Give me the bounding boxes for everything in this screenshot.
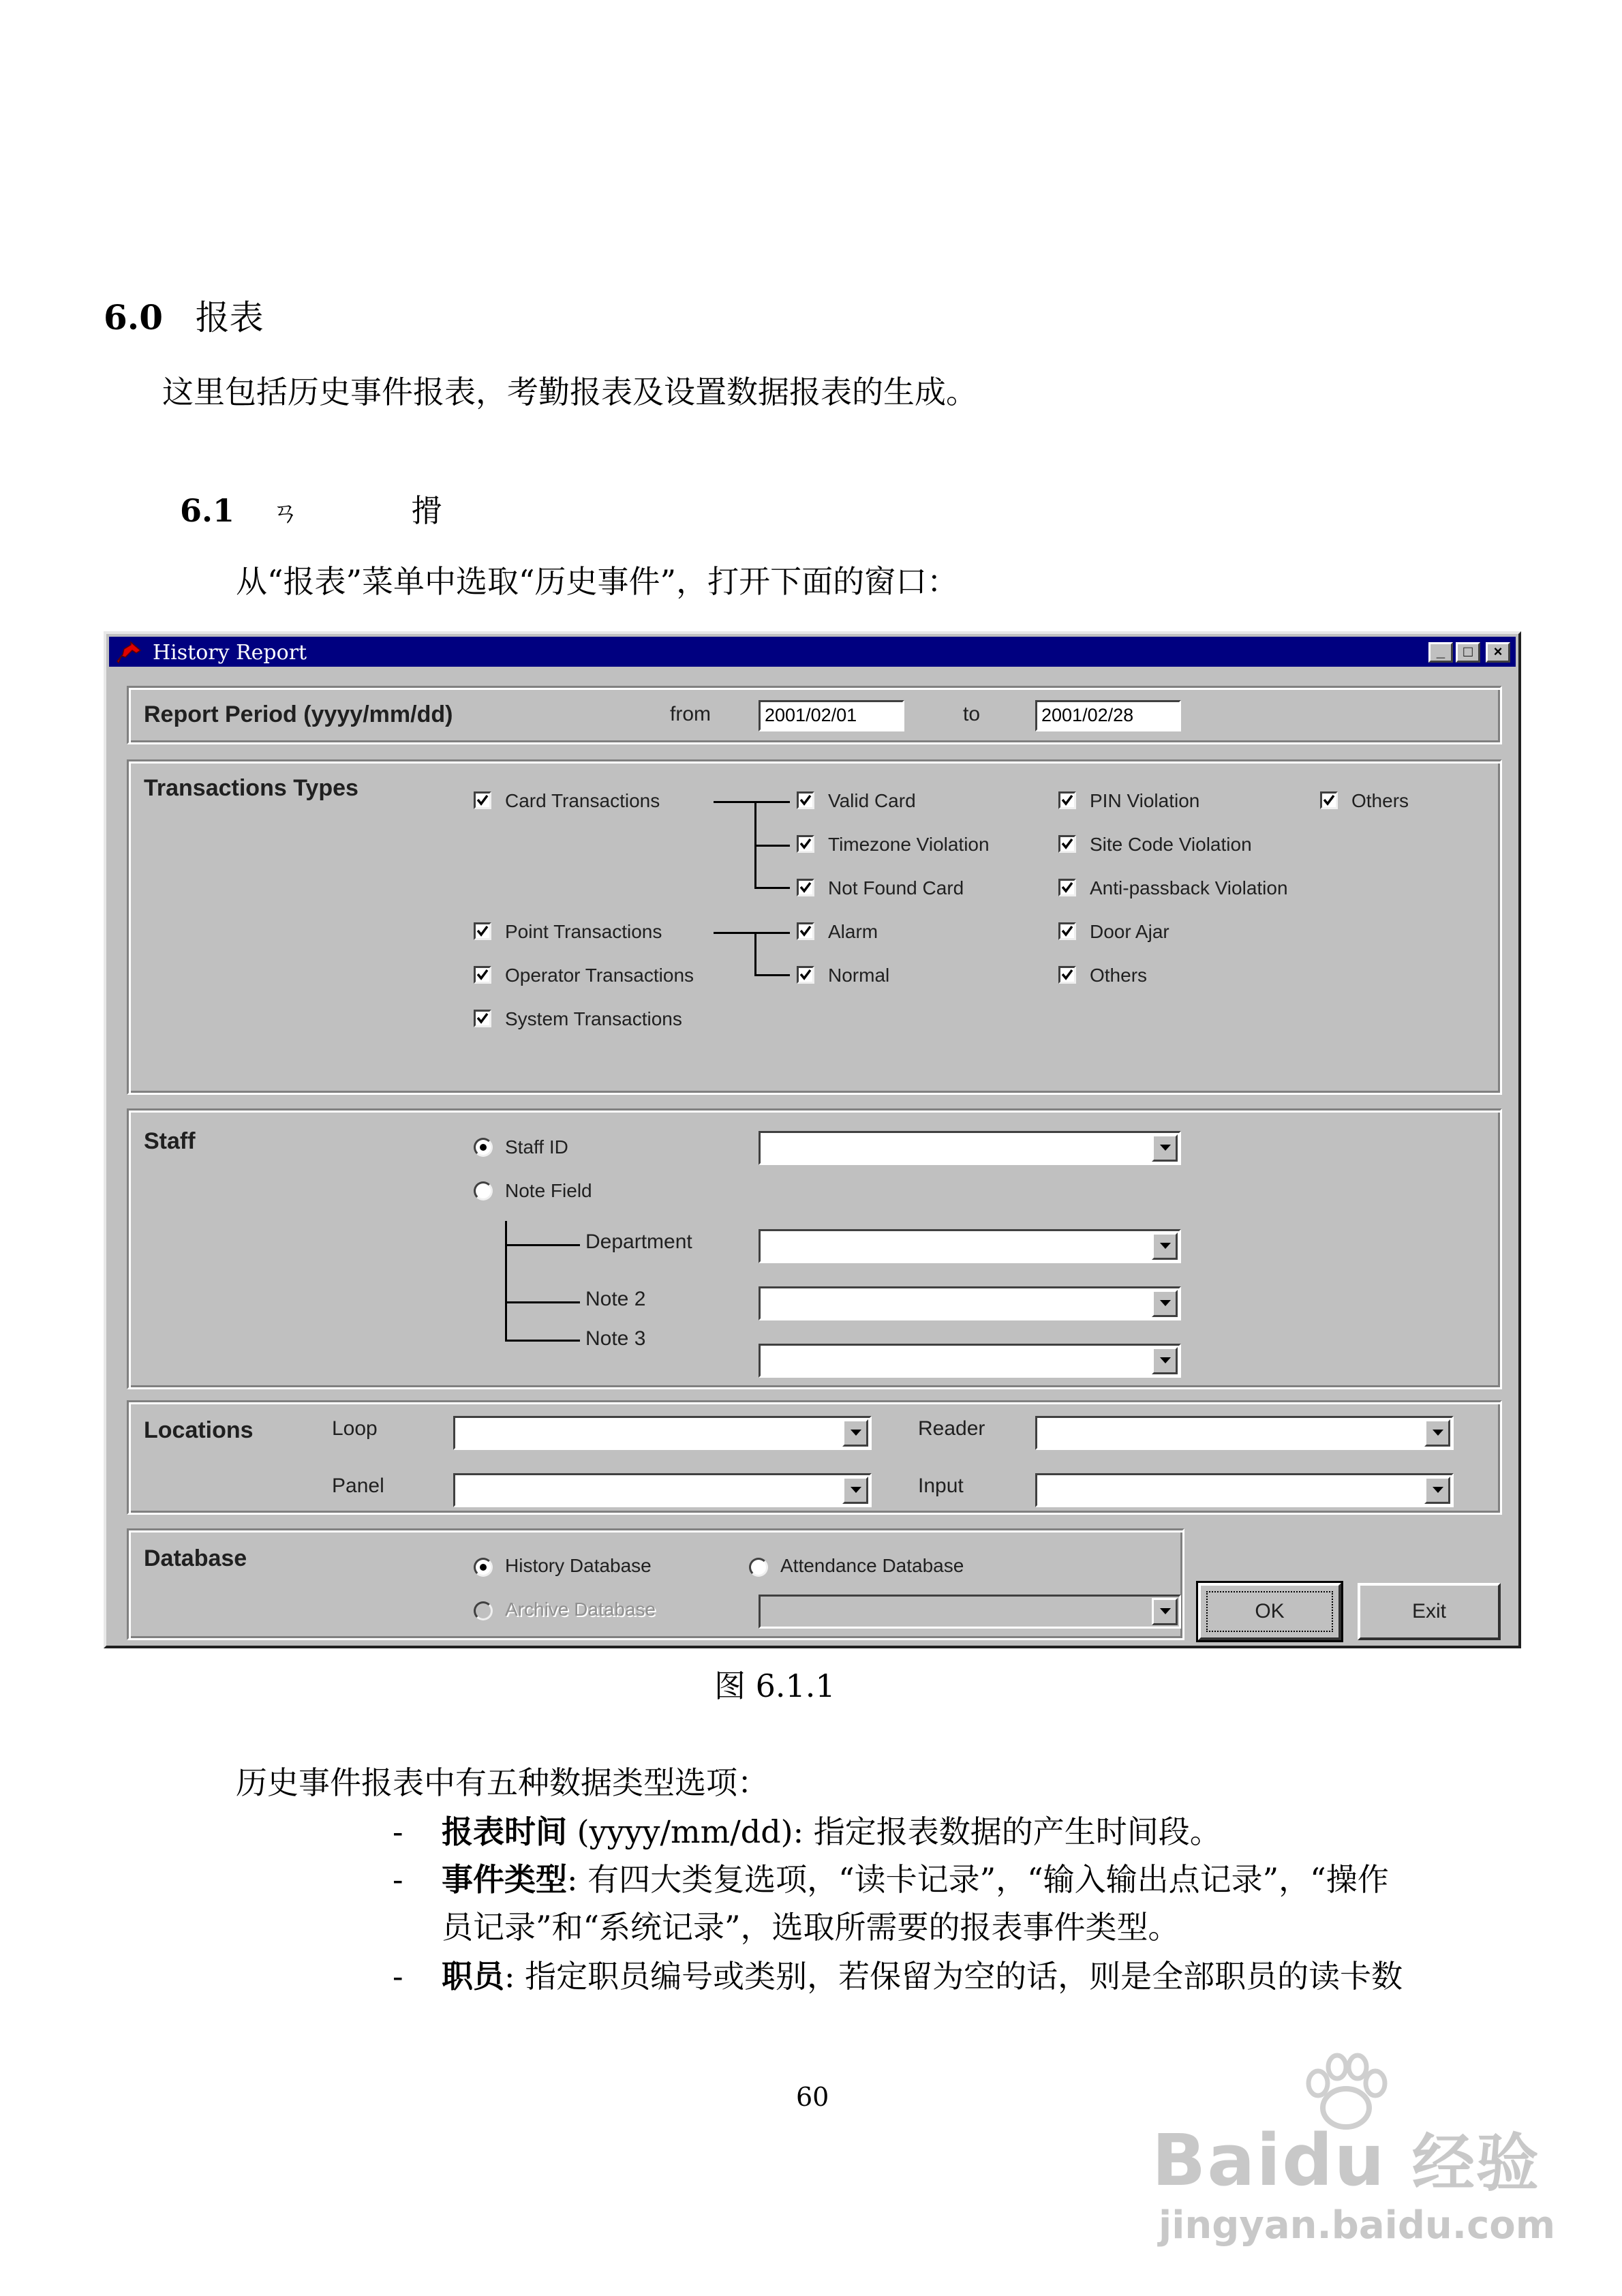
- input-combo[interactable]: [1035, 1473, 1454, 1507]
- valid-card-checkbox[interactable]: [797, 791, 814, 809]
- from-date-input[interactable]: 2001/02/01: [759, 700, 904, 731]
- archive-database-combo[interactable]: [759, 1595, 1181, 1629]
- alarm-label: Alarm: [828, 921, 878, 942]
- locations-group: [127, 1400, 1502, 1515]
- minimize-button[interactable]: _: [1428, 642, 1453, 663]
- point-transactions-checkbox[interactable]: [474, 922, 491, 940]
- subsection-heading: [180, 492, 442, 530]
- maximize-button[interactable]: □: [1456, 642, 1480, 663]
- tree-connector: [714, 801, 790, 803]
- tree-connector: [714, 932, 790, 934]
- reader-label: Reader: [918, 1417, 985, 1440]
- tree-connector: [505, 1340, 580, 1342]
- locations-label: Locations: [144, 1417, 254, 1443]
- section-number: 6.0: [104, 297, 163, 337]
- window-title: History Report: [153, 641, 307, 665]
- title-bar[interactable]: [109, 637, 1516, 667]
- exit-button-label: Exit: [1411, 1600, 1446, 1622]
- card-others-label: Others: [1351, 790, 1409, 811]
- checkmark-icon: [1060, 837, 1074, 851]
- site-code-violation-label: Site Code Violation: [1090, 834, 1252, 855]
- checkmark-icon: [1322, 794, 1336, 807]
- figure-caption: 图 6.1.1: [714, 1667, 836, 1704]
- input-label: Input: [918, 1475, 964, 1497]
- checkmark-icon: [1060, 794, 1074, 807]
- from-label: from: [670, 703, 711, 725]
- checkmark-icon: [476, 924, 489, 938]
- bullet-dash-1: -: [393, 1813, 403, 1850]
- system-transactions-checkbox[interactable]: [474, 1010, 491, 1027]
- dropdown-arrow-icon[interactable]: [842, 1419, 868, 1447]
- tree-connector: [505, 1301, 580, 1303]
- bullet-item-1: [442, 1813, 1221, 1851]
- point-others-checkbox[interactable]: [1058, 966, 1076, 984]
- staff-id-combo[interactable]: [759, 1131, 1181, 1165]
- attendance-database-radio[interactable]: [749, 1558, 768, 1577]
- close-button[interactable]: ×: [1486, 642, 1510, 663]
- valid-card-label: Valid Card: [828, 790, 916, 811]
- bullet-text: : 指定职员编号或类别，若保留为空的话，则是全部职员的读卡数: [504, 1958, 1403, 1995]
- archive-database-radio[interactable]: [474, 1601, 493, 1620]
- bullet-dash-2: -: [393, 1861, 403, 1898]
- dropdown-arrow-icon[interactable]: [1152, 1134, 1178, 1162]
- system-transactions-label: System Transactions: [505, 1008, 682, 1029]
- summary-paragraph: 历史事件报表中有五种数据类型选项：: [236, 1764, 769, 1801]
- history-report-window: [104, 631, 1521, 1648]
- tree-connector: [754, 974, 790, 976]
- checkmark-icon: [799, 924, 812, 938]
- site-code-violation-checkbox[interactable]: [1058, 835, 1076, 853]
- staff-group: [127, 1108, 1502, 1389]
- bullet-dash-3: -: [393, 1958, 403, 1995]
- watermark-url: jingyan.baidu.com: [1159, 2203, 1556, 2248]
- tree-connector: [754, 845, 790, 847]
- reader-combo[interactable]: [1035, 1416, 1454, 1450]
- checkmark-icon: [799, 837, 812, 851]
- transactions-types-group: [127, 759, 1502, 1095]
- dropdown-arrow-icon[interactable]: [1424, 1419, 1450, 1447]
- note-field-label: Note Field: [505, 1180, 592, 1201]
- focus-rect: [1206, 1591, 1333, 1632]
- staff-id-label: Staff ID: [505, 1136, 568, 1158]
- bullet-term: 职员: [442, 1958, 504, 1995]
- checkmark-icon: [799, 794, 812, 807]
- checkmark-icon: [476, 794, 489, 807]
- dropdown-arrow-icon[interactable]: [1152, 1290, 1178, 1317]
- dropdown-arrow-icon[interactable]: [1424, 1477, 1450, 1504]
- note3-combo[interactable]: [759, 1344, 1181, 1378]
- normal-checkbox[interactable]: [797, 966, 814, 984]
- page-number: 60: [796, 2082, 829, 2112]
- checkmark-icon: [799, 881, 812, 894]
- report-period-label: Report Period (yyyy/mm/dd): [144, 701, 453, 727]
- tree-connector: [754, 887, 790, 889]
- archive-database-label: Archive Database: [505, 1599, 656, 1620]
- dropdown-arrow-icon[interactable]: [842, 1477, 868, 1504]
- pin-violation-checkbox[interactable]: [1058, 791, 1076, 809]
- ok-button[interactable]: [1198, 1583, 1341, 1640]
- bullet-item-2-continued: 员记录”和“系统记录”，选取所需要的报表事件类型。: [442, 1909, 1180, 1946]
- bullet-item-3: [442, 1958, 1403, 1995]
- checkmark-icon: [1060, 924, 1074, 938]
- checkmark-icon: [799, 968, 812, 982]
- panel-combo[interactable]: [453, 1473, 872, 1507]
- pushpin-app-icon: [116, 641, 143, 664]
- loop-label: Loop: [332, 1417, 378, 1440]
- database-group: [127, 1528, 1184, 1640]
- note3-label: Note 3: [585, 1327, 646, 1350]
- note-field-radio[interactable]: [474, 1181, 493, 1200]
- pin-violation-label: PIN Violation: [1090, 790, 1200, 811]
- history-database-radio[interactable]: [474, 1558, 493, 1577]
- history-database-label: History Database: [505, 1555, 652, 1576]
- subsection-number: 6.1: [180, 492, 235, 529]
- subsection-glyph-2: 搰: [411, 492, 443, 529]
- subsection-glyph-1: ㄢ: [271, 497, 299, 528]
- point-transactions-label: Point Transactions: [505, 921, 662, 942]
- normal-label: Normal: [828, 965, 890, 986]
- bullet-term: 报表时间: [442, 1813, 567, 1850]
- staff-id-radio[interactable]: [474, 1138, 493, 1157]
- loop-combo[interactable]: [453, 1416, 872, 1450]
- timezone-violation-label: Timezone Violation: [828, 834, 990, 855]
- report-period-group: [127, 686, 1502, 744]
- transactions-types-label: Transactions Types: [144, 775, 358, 801]
- not-found-card-label: Not Found Card: [828, 877, 964, 898]
- bullet-text: : 有四大类复选项，“读卡记录”，“输入输出点记录”，“操作: [567, 1861, 1389, 1898]
- checkmark-icon: [1060, 968, 1074, 982]
- to-date-input[interactable]: 2001/02/28: [1035, 700, 1181, 731]
- intro-paragraph: 这里包括历史事件报表，考勤报表及设置数据报表的生成。: [162, 374, 977, 410]
- watermark-brand: [1152, 2113, 1540, 2203]
- exit-button[interactable]: [1358, 1583, 1501, 1640]
- note2-label: Note 2: [585, 1288, 646, 1310]
- bullet-term: 事件类型: [442, 1861, 567, 1898]
- staff-label: Staff: [144, 1128, 196, 1154]
- department-label: Department: [585, 1230, 692, 1253]
- checkmark-icon: [476, 1012, 489, 1025]
- door-ajar-label: Door Ajar: [1090, 921, 1169, 942]
- department-combo[interactable]: [759, 1229, 1181, 1263]
- instruction-paragraph: 从“报表”菜单中选取“历史事件”，打开下面的窗口：: [236, 563, 959, 600]
- tree-connector: [754, 932, 756, 976]
- dropdown-arrow-icon[interactable]: [1152, 1347, 1178, 1374]
- checkmark-icon: [1060, 881, 1074, 894]
- not-found-card-checkbox[interactable]: [797, 879, 814, 896]
- ok-button-label: OK: [1255, 1600, 1285, 1622]
- database-label: Database: [144, 1545, 247, 1571]
- alarm-checkbox[interactable]: [797, 922, 814, 940]
- dropdown-arrow-icon[interactable]: [1152, 1598, 1178, 1625]
- attendance-database-label: Attendance Database: [780, 1555, 964, 1576]
- panel-label: Panel: [332, 1475, 384, 1497]
- anti-passback-violation-checkbox[interactable]: [1058, 879, 1076, 896]
- point-others-label: Others: [1090, 965, 1148, 986]
- watermark-product-text: 经验: [1411, 2127, 1540, 2200]
- checkmark-icon: [476, 968, 489, 982]
- section-title: 报表: [195, 298, 264, 337]
- tree-connector: [505, 1244, 580, 1246]
- operator-transactions-checkbox[interactable]: [474, 966, 491, 984]
- note2-combo[interactable]: [759, 1286, 1181, 1320]
- card-others-checkbox[interactable]: [1320, 791, 1338, 809]
- watermark-brand-text: Baidu: [1152, 2119, 1386, 2202]
- timezone-violation-checkbox[interactable]: [797, 835, 814, 853]
- card-transactions-checkbox[interactable]: [474, 791, 491, 809]
- tree-connector: [505, 1221, 507, 1341]
- operator-transactions-label: Operator Transactions: [505, 965, 694, 986]
- door-ajar-checkbox[interactable]: [1058, 922, 1076, 940]
- section-heading: [104, 297, 264, 338]
- to-label: to: [963, 703, 981, 725]
- dropdown-arrow-icon[interactable]: [1152, 1233, 1178, 1260]
- anti-passback-violation-label: Anti-passback Violation: [1090, 877, 1288, 898]
- card-transactions-label: Card Transactions: [505, 790, 660, 811]
- bullet-item-2: [442, 1861, 1389, 1899]
- bullet-text: (yyyy/mm/dd): 指定报表数据的产生时间段。: [567, 1813, 1221, 1850]
